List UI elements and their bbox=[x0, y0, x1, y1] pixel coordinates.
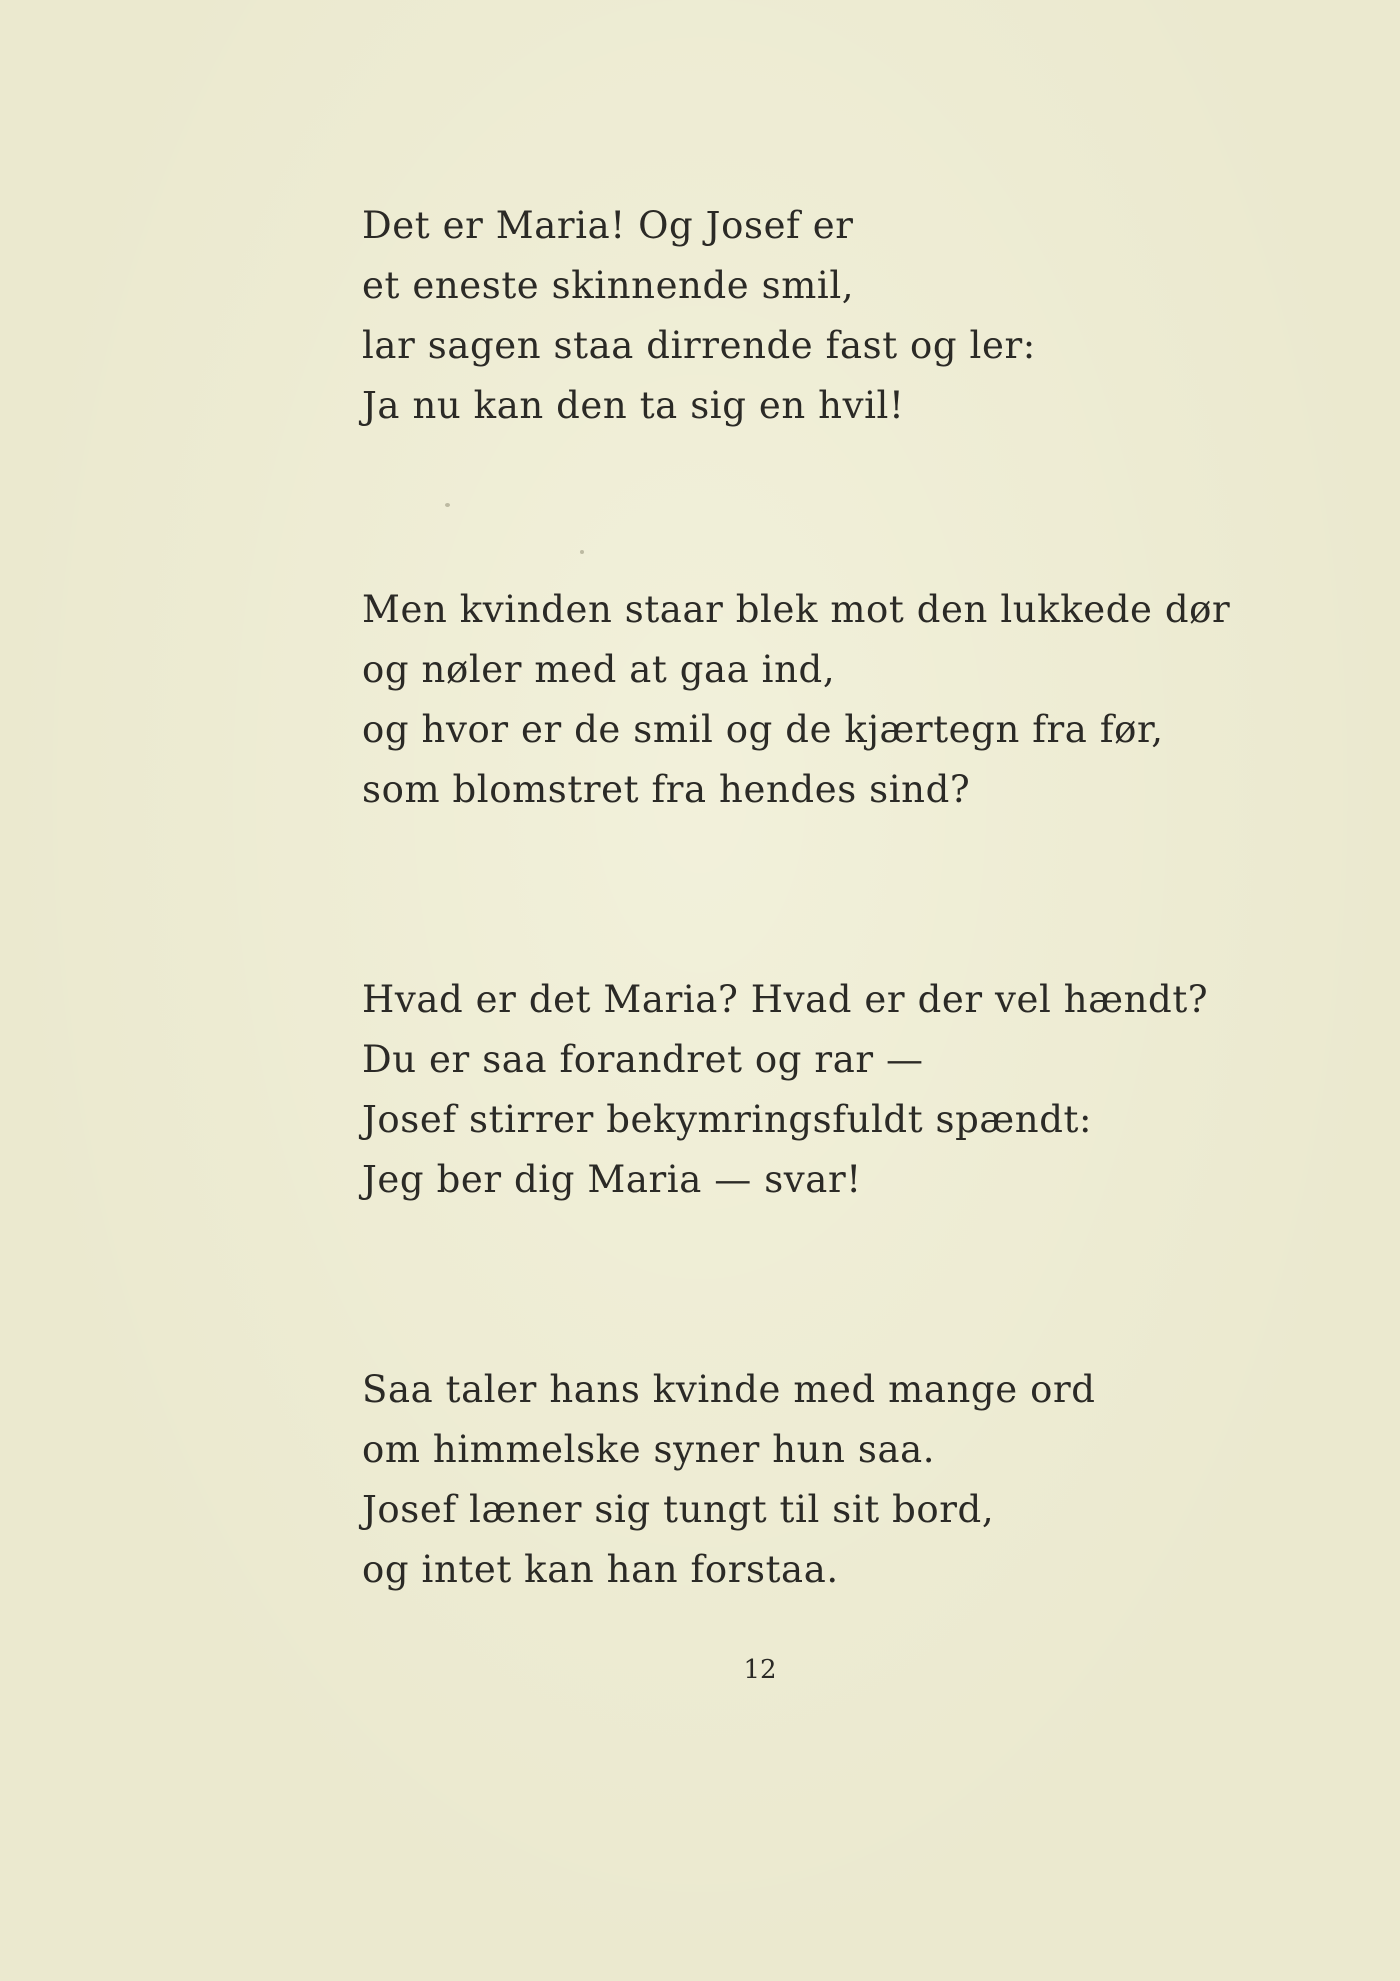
page-number: 12 bbox=[743, 1655, 777, 1685]
poem-line: Ja nu kan den ta sig en hvil! bbox=[362, 384, 905, 427]
poem-line: og intet kan han forstaa. bbox=[362, 1548, 839, 1591]
poem-line: Josef læner sig tungt til sit bord, bbox=[362, 1488, 995, 1531]
paper-speck bbox=[445, 503, 450, 507]
stanza-1 bbox=[362, 196, 1312, 436]
poem-line: Men kvinden staar blek mot den lukkede dør bbox=[362, 588, 1231, 631]
poem-line: og hvor er de smil og de kjærtegn fra før, bbox=[362, 708, 1164, 751]
poem-line: lar sagen staa dirrende fast og ler: bbox=[362, 324, 1036, 367]
stanza-2 bbox=[362, 580, 1312, 820]
poem-line: som blomstret fra hendes sind? bbox=[362, 768, 971, 811]
paper-speck bbox=[580, 550, 584, 554]
poem-line: Det er Maria! Og Josef er bbox=[362, 204, 854, 247]
poem-line: om himmelske syner hun saa. bbox=[362, 1428, 936, 1471]
poem-line: Du er saa forandret og rar — bbox=[362, 1038, 924, 1081]
poem-line: og nøler med at gaa ind, bbox=[362, 648, 836, 691]
poem-line: Josef stirrer bekymringsfuldt spændt: bbox=[362, 1098, 1093, 1141]
stanza-3 bbox=[362, 970, 1312, 1210]
poem-line: et eneste skinnende smil, bbox=[362, 264, 855, 307]
poem-line: Jeg ber dig Maria — svar! bbox=[362, 1158, 862, 1201]
poem-line: Saa taler hans kvinde med mange ord bbox=[362, 1368, 1096, 1411]
stanza-4 bbox=[362, 1360, 1312, 1600]
poem-line: Hvad er det Maria? Hvad er der vel hændt? bbox=[362, 978, 1209, 1021]
